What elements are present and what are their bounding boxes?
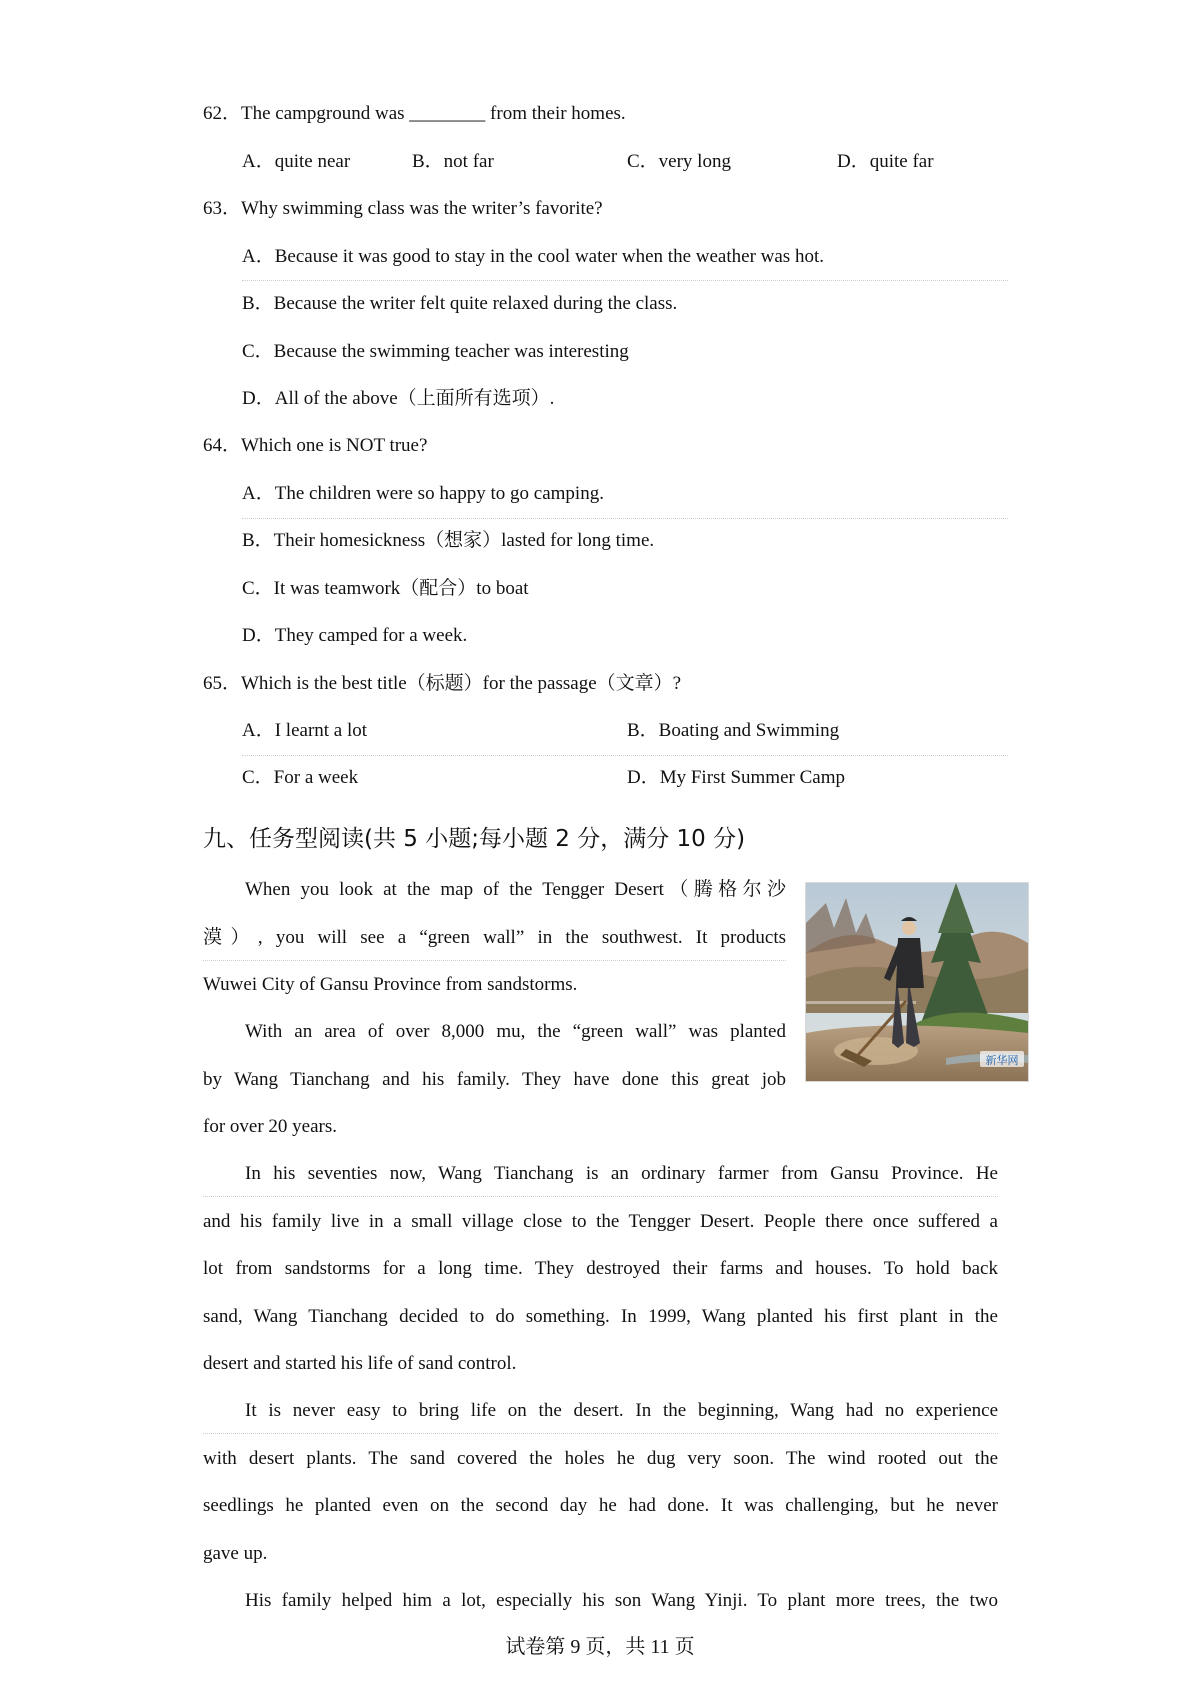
question-62-option-b: B．not far <box>412 151 494 172</box>
farmer-sweeping-sand-photo <box>805 882 1029 1082</box>
question-65-stem: 65．Which is the best title（标题）for the passage（文章）? <box>203 673 682 694</box>
passage-paragraph-4 <box>203 1387 998 1530</box>
question-63-option-b: B．Because the writer felt quite relaxed during the class. <box>242 293 678 314</box>
passage-paragraph-3 <box>203 1150 998 1340</box>
page-footer: 试卷第 9 页，共 11 页 <box>505 1636 695 1658</box>
question-64-option-b: B．Their homesickness（想家）lasted for long time. <box>242 530 655 551</box>
passage-line: for over 20 years. <box>203 1116 338 1137</box>
question-65-option-c: C．For a week <box>242 767 359 788</box>
question-63-stem: 63．Why swimming class was the writer’s favorite? <box>203 198 603 219</box>
passage-line: When you look at the map of the Tengger Desert（腾格尔沙 <box>245 879 786 900</box>
question-64-option-d: D．They camped for a week. <box>242 625 468 646</box>
dotted-rule <box>203 1433 998 1434</box>
dotted-rule <box>203 1196 998 1197</box>
dotted-rule <box>242 755 1008 756</box>
passage-paragraph-2-end <box>203 1103 786 1151</box>
question-62-stem: 62．The campground was ________ from their homes. <box>203 103 626 124</box>
passage-line: sand, Wang Tianchang decided to do something. In 1999, Wang planted his first plant in the <box>203 1305 998 1327</box>
question-62-option-c: C．very long <box>627 151 731 172</box>
dotted-rule <box>242 280 1008 281</box>
question-64-stem: 64．Which one is NOT true? <box>203 435 428 456</box>
section-heading: 九、任务型阅读(共 5 小题;每小题 2 分，满分 10 分) <box>203 826 746 852</box>
passage-paragraph-4-end <box>203 1530 998 1578</box>
passage-line: seedlings he planted even on the second day he had done. It was challenging, but he never <box>203 1495 998 1516</box>
passage-line: by Wang Tianchang and his family. They have done this great job <box>203 1068 786 1090</box>
question-64-option-c: C．It was teamwork（配合）to boat <box>242 578 529 599</box>
passage-line: His family helped him a lot, especially his son Wang Yinji. To plant more trees, the two <box>245 1590 998 1611</box>
photo-watermark: 新华网 <box>985 1054 1019 1067</box>
question-62-option-a: A．quite near <box>242 151 351 172</box>
passage-line: It is never easy to bring life on the desert. In the beginning, Wang had no experience <box>245 1400 998 1421</box>
question-65-option-a: A．I learnt a lot <box>242 720 368 741</box>
passage-line: In his seventies now, Wang Tianchang is an ordinary farmer from Gansu Province. He <box>245 1163 998 1184</box>
passage-paragraph-1 <box>203 866 786 961</box>
passage-line: with desert plants. The sand covered the holes he dug very soon. The wind rooted out the <box>203 1447 998 1469</box>
question-65-option-d: D．My First Summer Camp <box>627 767 845 788</box>
passage-line: and his family live in a small village close to the Tengger Desert. People there once suffered a <box>203 1210 998 1232</box>
passage-paragraph-3-end <box>203 1340 998 1388</box>
passage-line: gave up. <box>203 1543 268 1564</box>
question-63-option-a: A．Because it was good to stay in the cool water when the weather was hot. <box>242 246 824 267</box>
passage-line: lot from sandstorms for a long time. They destroyed their farms and houses. To hold back <box>203 1258 998 1279</box>
passage-paragraph-1-end <box>203 961 786 1009</box>
passage-line: desert and started his life of sand control. <box>203 1353 517 1374</box>
question-63-option-d: D．All of the above（上面所有选项）. <box>242 388 555 409</box>
dotted-rule <box>242 518 1008 519</box>
passage-paragraph-5 <box>203 1577 998 1625</box>
passage-line: 漠）, you will see a “green wall” in the southwest. It products <box>203 926 786 948</box>
passage-paragraph-2 <box>203 1008 786 1103</box>
passage-line: Wuwei City of Gansu Province from sandstorms. <box>203 974 578 995</box>
question-64-option-a: A．The children were so happy to go camping. <box>242 483 604 504</box>
question-62-option-d: D．quite far <box>837 151 934 172</box>
passage-line: With an area of over 8,000 mu, the “green wall” was planted <box>245 1021 786 1042</box>
question-63-option-c: C．Because the swimming teacher was interesting <box>242 341 629 362</box>
question-65-option-b: B．Boating and Swimming <box>627 720 840 741</box>
